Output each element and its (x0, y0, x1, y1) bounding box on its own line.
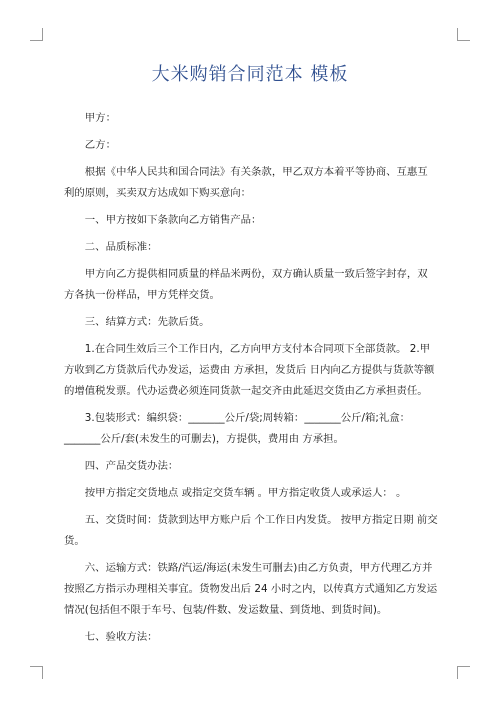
party-a-line: 甲方： (84, 112, 116, 124)
clause-3-packaging: 3.包装形式：编织袋：_______公斤/袋;周转箱：_______公斤/箱;礼盒：_______公斤/套(未发生的可删去)，方提供，费用由 方承担。 (64, 412, 411, 445)
document-title: 大米购销合同范本 模板 (151, 64, 349, 85)
party-b-line: 乙方： (84, 139, 116, 151)
clause-2-heading: 二、品质标准： (84, 241, 158, 253)
clause-5: 五、交货时间：货款到达甲方账户后 个工作日内发货。 按甲方指定日期 前交货。 (64, 514, 438, 547)
clause-4-body: 按甲方指定交货地点 或指定交货车辆 。甲方指定收货人或承运人： 。 (84, 487, 407, 499)
clause-6: 六、运输方式：铁路/汽运/海运(未发生可删去)由乙方负责，甲方代理乙方并按照乙方指示办理相关事宜。货物发出后 24 小时之内，以传真方式通知乙方发运情况(包括但不限于车号、包装/件数、发运数量、到货地、到货时间)。 (64, 562, 438, 616)
clause-3-heading: 三、结算方式：先款后货。 (84, 316, 210, 328)
document-body (64, 108, 438, 654)
preamble-paragraph: 根据《中华人民共和国合同法》有关条款，甲乙双方本着平等协商、互惠互利的原则，买卖双方达成如下购买意向： (64, 166, 428, 199)
clause-3-body: 1.在合同生效后三个工作日内，乙方向甲方支付本合同项下全部货款。 2.甲方收到乙方货款后代办发运，运费由 方承担，发货后 日内向乙方提供与货款等额的增值税发票。代办运费必须连同货款一起交齐由此延迟交货由乙方承担责任。 (64, 343, 435, 397)
crop-mark-bottom-left (30, 666, 43, 679)
clause-7-heading: 七、验收方法： (84, 631, 158, 643)
crop-mark-top-right (457, 28, 470, 41)
clause-1-heading: 一、甲方按如下条款向乙方销售产品： (84, 214, 262, 226)
crop-mark-bottom-right (457, 666, 470, 679)
crop-mark-top-left (30, 28, 43, 41)
clause-4-heading: 四、产品交货办法： (84, 460, 179, 472)
clause-2-body: 甲方向乙方提供相同质量的样品米两份，双方确认质量一致后签字封存，双方各执一份样品，甲方凭样交货。 (64, 268, 428, 301)
